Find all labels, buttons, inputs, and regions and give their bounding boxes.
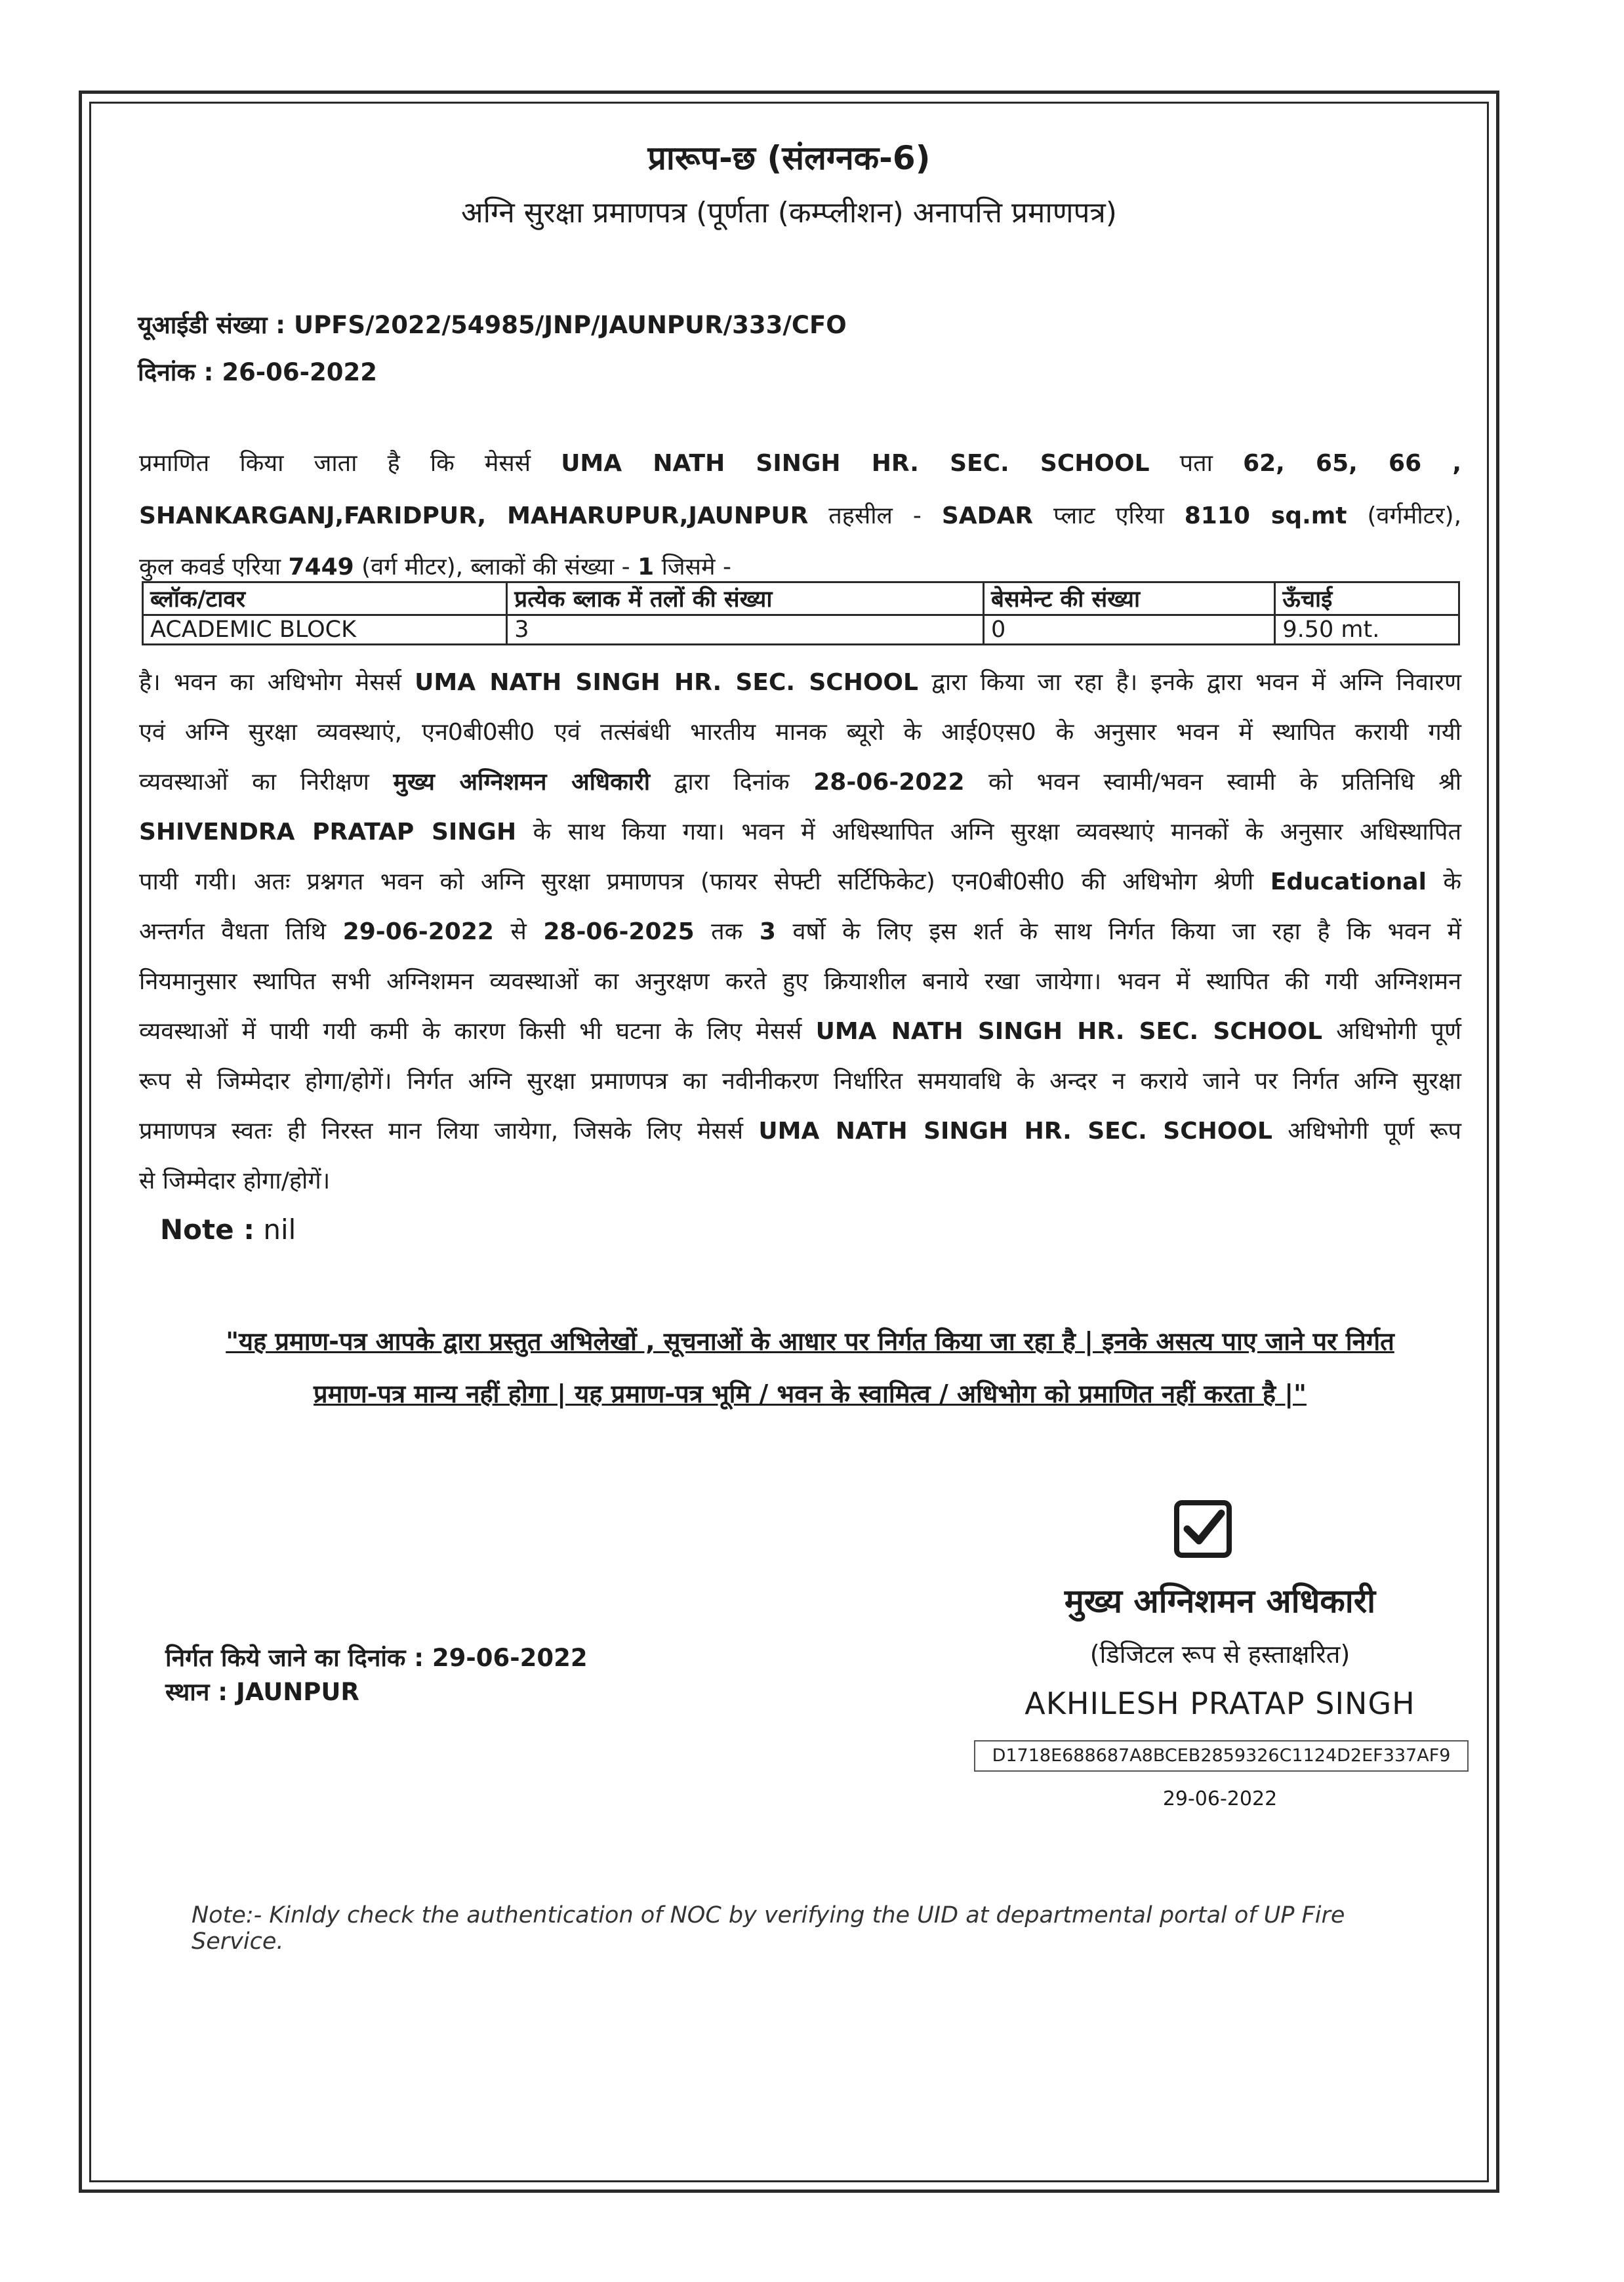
body-line-3 bbox=[139, 765, 1461, 797]
body-line-4 bbox=[139, 815, 1461, 847]
occupant-name: UMA NATH SINGH HR. SEC. SCHOOL bbox=[758, 1118, 1272, 1145]
disclaimer-line-2: प्रमाण-पत्र मान्य नहीं होगा | यह प्रमाण-पत्र भूमि / भवन के स्वामित्व / अधिभोग को प्रमाणित नहीं करता है |" bbox=[314, 1379, 1307, 1408]
tehsil: SADAR bbox=[941, 502, 1034, 529]
signatory-name: AKHILESH PRATAP SINGH bbox=[1025, 1686, 1415, 1721]
body-text: द्वारा किया जा रहा है। इनके द्वारा भवन में अग्नि निवारण bbox=[918, 669, 1461, 696]
body-line-5 bbox=[139, 865, 1461, 897]
occupant-name: UMA NATH SINGH HR. SEC. SCHOOL bbox=[815, 1018, 1323, 1045]
issue-place: स्थान : JAUNPUR bbox=[165, 1678, 359, 1706]
column-header: ब्लॉक/टावर bbox=[143, 582, 507, 615]
representative-name: SHIVENDRA PRATAP SINGH bbox=[139, 819, 517, 846]
body-text: अधिभोगी पूर्ण bbox=[1322, 1018, 1461, 1045]
signature-date: 29-06-2022 bbox=[1162, 1787, 1278, 1810]
table-cell: 3 bbox=[507, 615, 984, 645]
signature-hash: D1718E688687A8BCEB2859326C1124D2EF337AF9 bbox=[974, 1740, 1469, 1772]
body-line-7: नियमानुसार स्थापित सभी अग्निशमन व्यवस्थाओं का अनुरक्षण करते हुए क्रियाशील बनाये रखा जायेगा। भवन में स्थापित की गयी अग्निशमन bbox=[139, 968, 1461, 995]
body-line-2: एवं अग्नि सुरक्षा व्यवस्थाएं, एन0बी0सी0 एवं तत्संबंधी भारतीय मानक ब्यूरो के आई0एस0 के अनुसार भवन में स्थापित करायी गयी bbox=[139, 719, 1461, 746]
intro-text: कुल कवर्ड एरिया bbox=[139, 554, 289, 581]
body-text: पायी गयी। अतः प्रश्नगत भवन को अग्नि सुरक्षा प्रमाणपत्र (फायर सेफ्टी सर्टिफिकेट) एन0बी0सी0 की अधिभोग श्रेणी bbox=[139, 868, 1270, 895]
body-line-11: से जिम्मेदार होगा/होगें। bbox=[139, 1168, 331, 1194]
body-text: तक bbox=[694, 918, 760, 945]
digitally-signed-label: (डिजिटल रूप से हस्ताक्षरित) bbox=[1089, 1640, 1350, 1669]
inspection-date: 28-06-2022 bbox=[813, 769, 965, 796]
address: SHANKARGANJ,FARIDPUR, MAHARUPUR,JAUNPUR bbox=[139, 502, 809, 529]
intro-text: प्लाट एरिया bbox=[1033, 502, 1185, 529]
table-header-row bbox=[143, 582, 1459, 615]
certificate-subtitle: अग्नि सुरक्षा प्रमाणपत्र (पूर्णता (कम्प्लीशन) अनापत्ति प्रमाणपत्र) bbox=[461, 196, 1117, 230]
certificate-date: दिनांक : 26-06-2022 bbox=[138, 358, 377, 386]
disclaimer-line-1: "यह प्रमाण-पत्र आपके द्वारा प्रस्तुत अभिलेखों , सूचनाओं के आधार पर निर्गत किया जा रहा है | इनके असत्य पाए जाने पर निर्गत bbox=[226, 1327, 1394, 1356]
validity-end: 28-06-2025 bbox=[543, 918, 695, 945]
block-count: 1 bbox=[638, 554, 655, 581]
body-line-10 bbox=[139, 1114, 1461, 1146]
occupant-name: UMA NATH SINGH HR. SEC. SCHOOL bbox=[415, 669, 918, 696]
note bbox=[160, 1213, 296, 1246]
column-header: ऊँचाई bbox=[1275, 582, 1459, 615]
validity-start: 29-06-2022 bbox=[342, 918, 494, 945]
body-line-8 bbox=[139, 1014, 1461, 1046]
body-text: प्रमाणपत्र स्वतः ही निरस्त मान लिया जायेगा, जिसके लिए मेसर्स bbox=[139, 1118, 759, 1145]
intro-text: तहसील - bbox=[808, 502, 942, 529]
signatory-title: मुख्य अग्निशमन अधिकारी bbox=[1064, 1582, 1376, 1620]
body-line-6 bbox=[139, 914, 1461, 947]
plot-area: 8110 sq.mt bbox=[1184, 502, 1347, 529]
body-text: व्यवस्थाओं का निरीक्षण bbox=[139, 769, 394, 796]
body-text: द्वारा दिनांक bbox=[650, 769, 814, 796]
note-value: nil bbox=[263, 1213, 296, 1246]
body-line-1 bbox=[139, 665, 1461, 697]
column-header: प्रत्येक ब्लाक में तलों की संख्या bbox=[507, 582, 984, 615]
table-cell: 0 bbox=[984, 615, 1275, 645]
footer-note: Note:- Kinldy check the authentication of NOC by verifying the UID at departmental portal of UP Fire Service. bbox=[192, 1902, 1345, 1955]
intro-text: पता bbox=[1149, 450, 1244, 477]
column-header: बेसमेन्ट की संख्या bbox=[984, 582, 1275, 615]
table-row bbox=[143, 615, 1459, 645]
covered-area: 7449 bbox=[288, 554, 354, 581]
inspecting-authority: मुख्य अग्निशमन अधिकारी bbox=[393, 769, 651, 796]
issue-date: निर्गत किये जाने का दिनांक : 29-06-2022 bbox=[165, 1644, 588, 1672]
body-text: अधिभोगी पूर्ण रूप bbox=[1272, 1118, 1461, 1145]
note-label: Note : bbox=[160, 1213, 254, 1246]
body-text: वर्षो के लिए इस शर्त के साथ निर्गत किया जा रहा है कि भवन में bbox=[775, 918, 1461, 945]
body-text: के bbox=[1426, 868, 1462, 895]
body-text: के साथ किया गया। भवन में अधिस्थापित अग्नि सुरक्षा व्यवस्थाएं मानकों के अनुसार अधिस्थापित bbox=[516, 819, 1462, 846]
intro-text: (वर्ग मीटर), ब्लाकों की संख्या - bbox=[354, 554, 638, 581]
intro-text: जिसमे - bbox=[654, 554, 731, 581]
intro-line-3 bbox=[139, 550, 1461, 582]
occupant-name: UMA NATH SINGH HR. SEC. SCHOOL bbox=[561, 450, 1150, 477]
table-cell: 9.50 mt. bbox=[1275, 615, 1459, 645]
form-title: प्रारूप-छ (संलग्नक-6) bbox=[647, 139, 931, 177]
intro-text: प्रमाणित किया जाता है कि मेसर्स bbox=[139, 450, 561, 477]
body-line-9: रूप से जिम्मेदार होगा/होगें। निर्गत अग्नि सुरक्षा प्रमाणपत्र का नवीनीकरण निर्धारित समयावधि के अन्दर न कराये जाने पर निर्गत अग्नि सुरक्षा bbox=[139, 1068, 1461, 1095]
body-text: है। भवन का अधिभोग मेसर्स bbox=[139, 669, 415, 696]
checkbox-checked-icon bbox=[1173, 1499, 1233, 1559]
blocks-table bbox=[142, 581, 1460, 645]
body-text: व्यवस्थाओं में पायी गयी कमी के कारण किसी भी घटना के लिए मेसर्स bbox=[139, 1018, 816, 1045]
validity-years: 3 bbox=[759, 918, 776, 945]
body-text: से bbox=[493, 918, 544, 945]
intro-text: (वर्गमीटर), bbox=[1347, 502, 1462, 529]
body-text: को भवन स्वामी/भवन स्वामी के प्रतिनिधि श्री bbox=[964, 769, 1462, 796]
intro-line-1 bbox=[139, 446, 1461, 478]
intro-line-2 bbox=[139, 499, 1461, 531]
plot-numbers: 62, 65, 66 , bbox=[1243, 450, 1461, 477]
table-cell: ACADEMIC BLOCK bbox=[143, 615, 507, 645]
body-text: अन्तर्गत वैधता तिथि bbox=[139, 918, 343, 945]
occupancy-category: Educational bbox=[1270, 868, 1427, 895]
uid-number: यूआईडी संख्या : UPFS/2022/54985/JNP/JAUNPUR/333/CFO bbox=[138, 311, 847, 339]
